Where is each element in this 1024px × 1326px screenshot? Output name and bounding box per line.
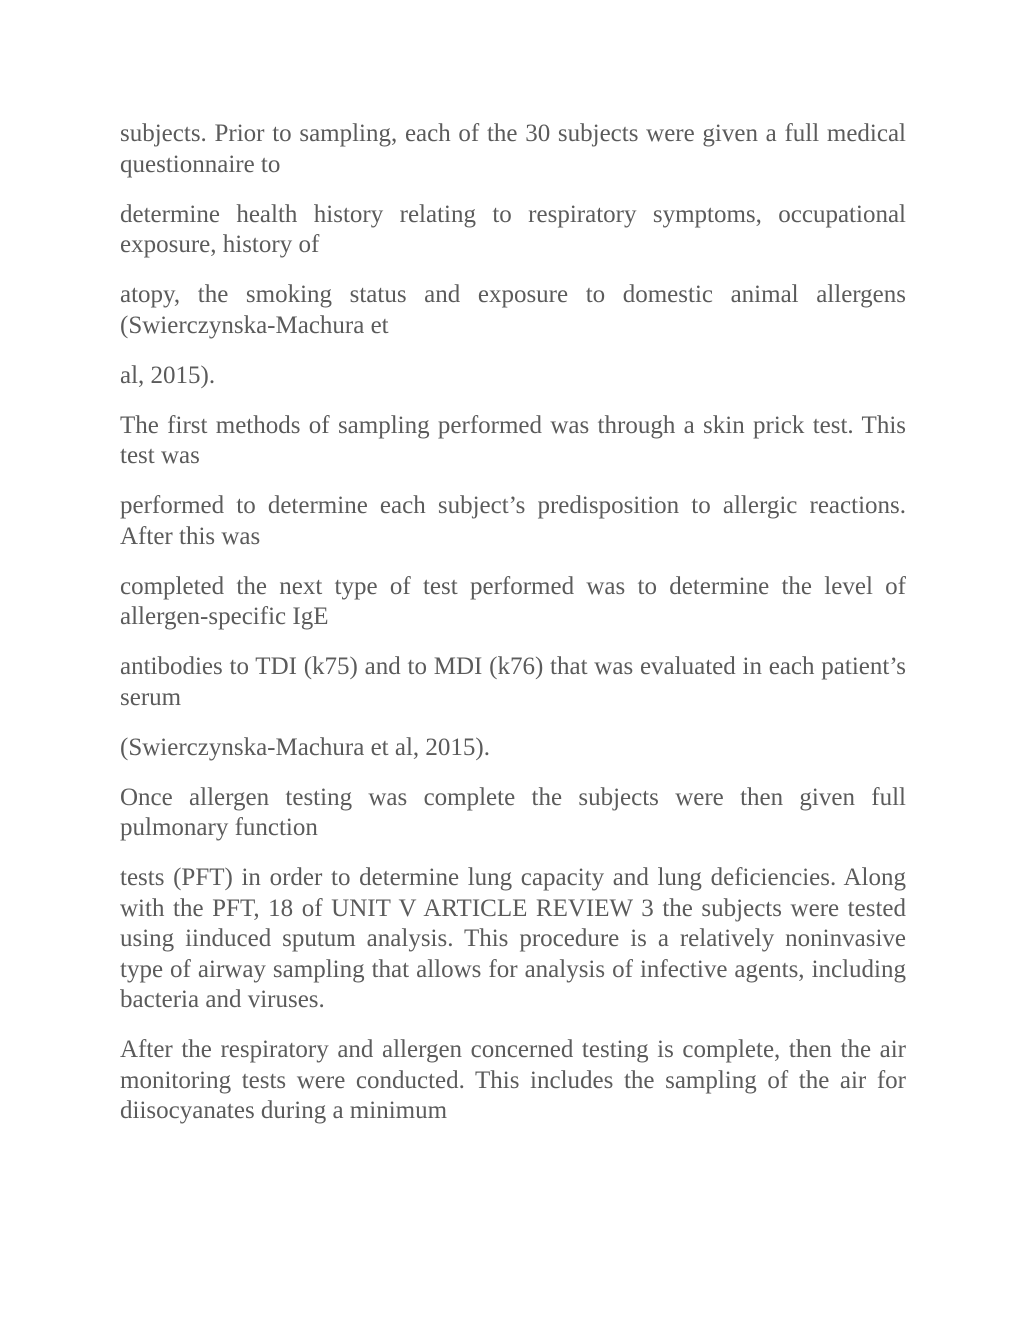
paragraph: al, 2015). xyxy=(120,361,216,389)
document-body xyxy=(120,119,906,1127)
paragraph: performed to determine each subject’s predisposition to allergic reactions. After this was xyxy=(120,492,906,550)
paragraph: antibodies to TDI (k75) and to MDI (k76) that was evaluated in each patient’s serum xyxy=(120,653,906,711)
paragraph: subjects. Prior to sampling, each of the 30 subjects were given a full medical questionnaire to xyxy=(120,120,906,178)
paragraph: After the respiratory and allergen concerned testing is complete, then the air monitoring tests were conducted. This includes the sampling of the air for diisocyanates during a minimum xyxy=(120,1036,906,1124)
paragraph: completed the next type of test performed was to determine the level of allergen-specific IgE xyxy=(120,572,906,630)
paragraph: tests (PFT) in order to determine lung capacity and lung deficiencies. Along with the PFT, 18 of UNIT V ARTICLE REVIEW 3 the subjects were tested using iinduced sputum analysis. This procedure is a relatively noninvasive type of airway sampling that allows for analysis of infective agents, including bacteria and viruses. xyxy=(120,864,906,1013)
paragraph: atopy, the smoking status and exposure to domestic animal allergens (Swierczynska-Machura et xyxy=(120,281,906,339)
paragraph: Once allergen testing was complete the subjects were then given full pulmonary function xyxy=(120,783,906,841)
paragraph: determine health history relating to respiratory symptoms, occupational exposure, history of xyxy=(120,200,906,258)
paragraph: The first methods of sampling performed was through a skin prick test. This test was xyxy=(120,411,906,469)
paragraph: (Swierczynska-Machura et al, 2015). xyxy=(120,733,490,761)
